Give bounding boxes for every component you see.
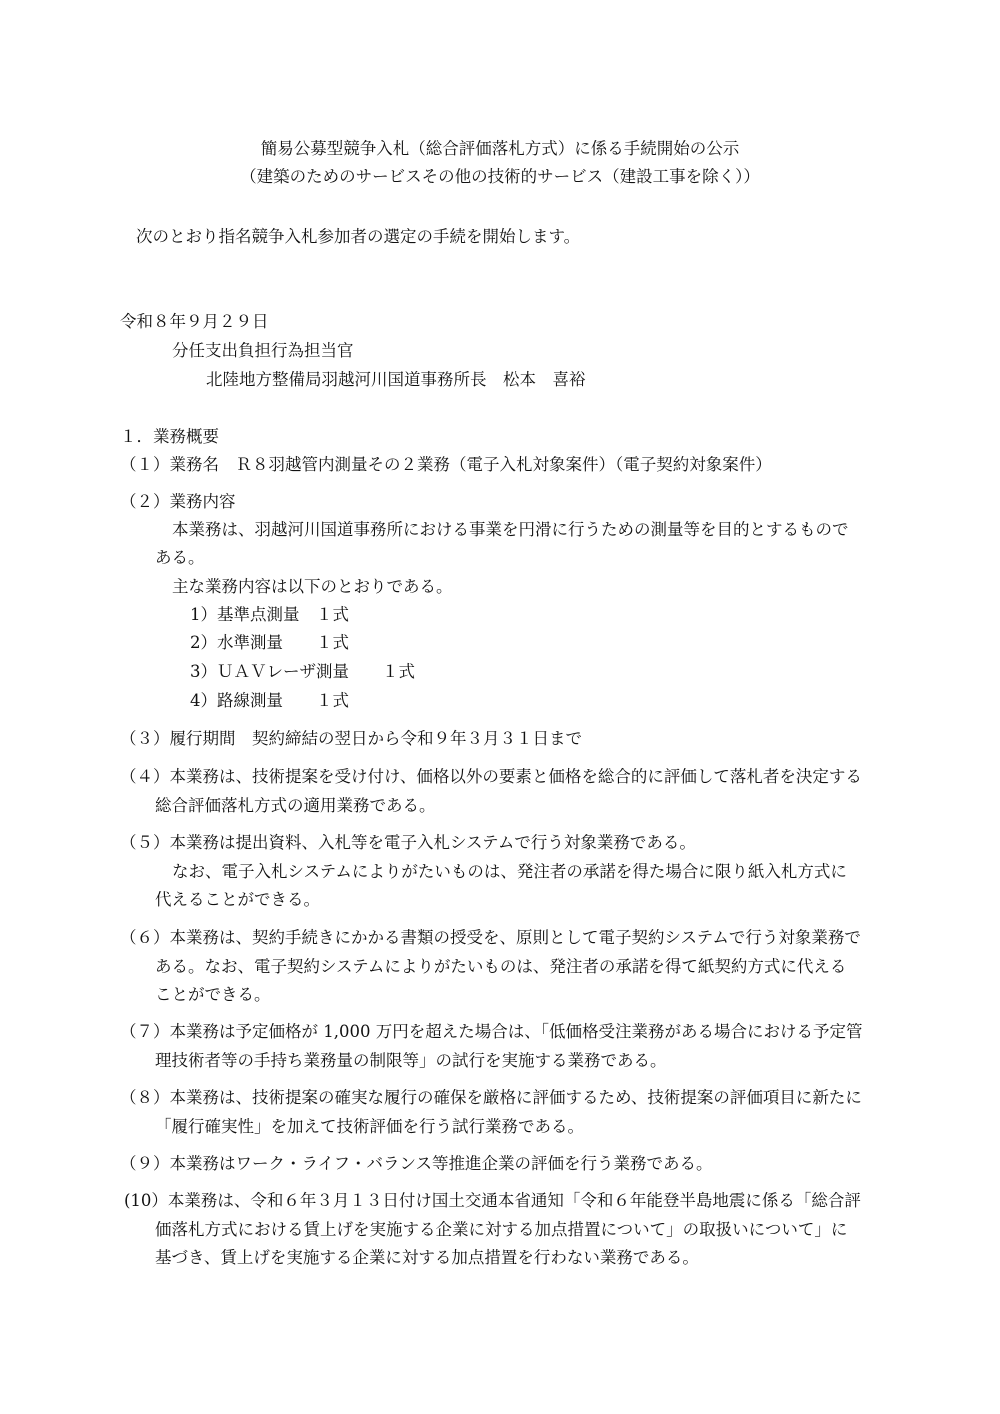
issuer-role: 分任支出負担行為担当官 xyxy=(172,341,354,360)
item-2-body-line1: 本業務は、羽越河川国道事務所における事業を円滑に行うための測量等を目的とするもので xyxy=(172,520,849,539)
task-item: 3）ＵＡＶレーザ測量 １式 xyxy=(190,662,415,681)
issue-date: 令和８年９月２９日 xyxy=(120,312,269,331)
item-7-line1: （７）本業務は予定価格が 1,000 万円を超えた場合は、「低価格受注業務がある場合における予定管 xyxy=(120,1022,863,1041)
item-10-line3: 基づき、賃上げを実施する企業に対する加点措置を行わない業務である。 xyxy=(155,1248,699,1267)
item-4-line2: 総合評価落札方式の適用業務である。 xyxy=(155,796,436,815)
item-3-period: （３）履行期間 契約締結の翌日から令和９年３月３１日まで xyxy=(120,729,582,748)
item-10-line2: 価落札方式における賃上げを実施する企業に対する加点措置について」の取扱いについて」に xyxy=(155,1220,848,1239)
item-5-line3: 代えることができる。 xyxy=(155,890,320,909)
item-2-body-line2: ある。 xyxy=(155,548,205,567)
task-item: 1）基準点測量 １式 xyxy=(190,605,349,624)
item-6-line3: ことができる。 xyxy=(155,985,271,1004)
item-5-line2: なお、電子入札システムによりがたいものは、発注者の承諾を得た場合に限り紙入札方式に xyxy=(172,862,847,881)
item-9: （９）本業務はワーク・ライフ・バランス等推進企業の評価を行う業務である。 xyxy=(120,1154,713,1173)
task-item: 4）路線測量 １式 xyxy=(190,691,349,710)
item-2-main-tasks: 主な業務内容は以下のとおりである。 xyxy=(172,577,453,596)
item-2-heading: （２）業務内容 xyxy=(120,492,236,511)
item-8-line1: （８）本業務は、技術提案の確実な履行の確保を厳格に評価するため、技術提案の評価項目に新たに xyxy=(120,1088,862,1107)
notice-subtitle: （建築のためのサービスその他の技術的サービス（建設工事を除く）） xyxy=(240,167,760,186)
intro-text: 次のとおり指名競争入札参加者の選定の手続を開始します。 xyxy=(136,227,581,246)
section-heading: １．業務概要 xyxy=(120,427,219,446)
item-1-business-name: （１）業務名 Ｒ８羽越管内測量その２業務（電子入札対象案件）（電子契約対象案件） xyxy=(120,455,772,474)
issuer-office-name: 北陸地方整備局羽越河川国道事務所長 松本 喜裕 xyxy=(206,370,586,389)
task-item: 2）水準測量 １式 xyxy=(190,633,349,652)
item-4-line1: （４）本業務は、技術提案を受け付け、価格以外の要素と価格を総合的に評価して落札者を決定する xyxy=(120,767,862,786)
notice-title: 簡易公募型競争入札（総合評価落札方式）に係る手続開始の公示 xyxy=(260,139,740,158)
item-8-line2: 「履行確実性」を加えて技術評価を行う試行業務である。 xyxy=(155,1117,584,1136)
item-6-line1: （６）本業務は、契約手続きにかかる書類の授受を、原則として電子契約システムで行う対象業務で xyxy=(120,928,861,947)
item-5-line1: （５）本業務は提出資料、入札等を電子入札システムで行う対象業務である。 xyxy=(120,833,696,852)
item-10-line1: (10）本業務は、令和６年３月１３日付け国土交通本省通知「令和６年能登半島地震に係る「総合評 xyxy=(124,1191,861,1210)
item-7-line2: 理技術者等の手持ち業務量の制限等」の試行を実施する業務である。 xyxy=(155,1051,667,1070)
item-6-line2: ある。なお、電子契約システムによりがたいものは、発注者の承諾を得て紙契約方式に代える xyxy=(155,957,847,976)
